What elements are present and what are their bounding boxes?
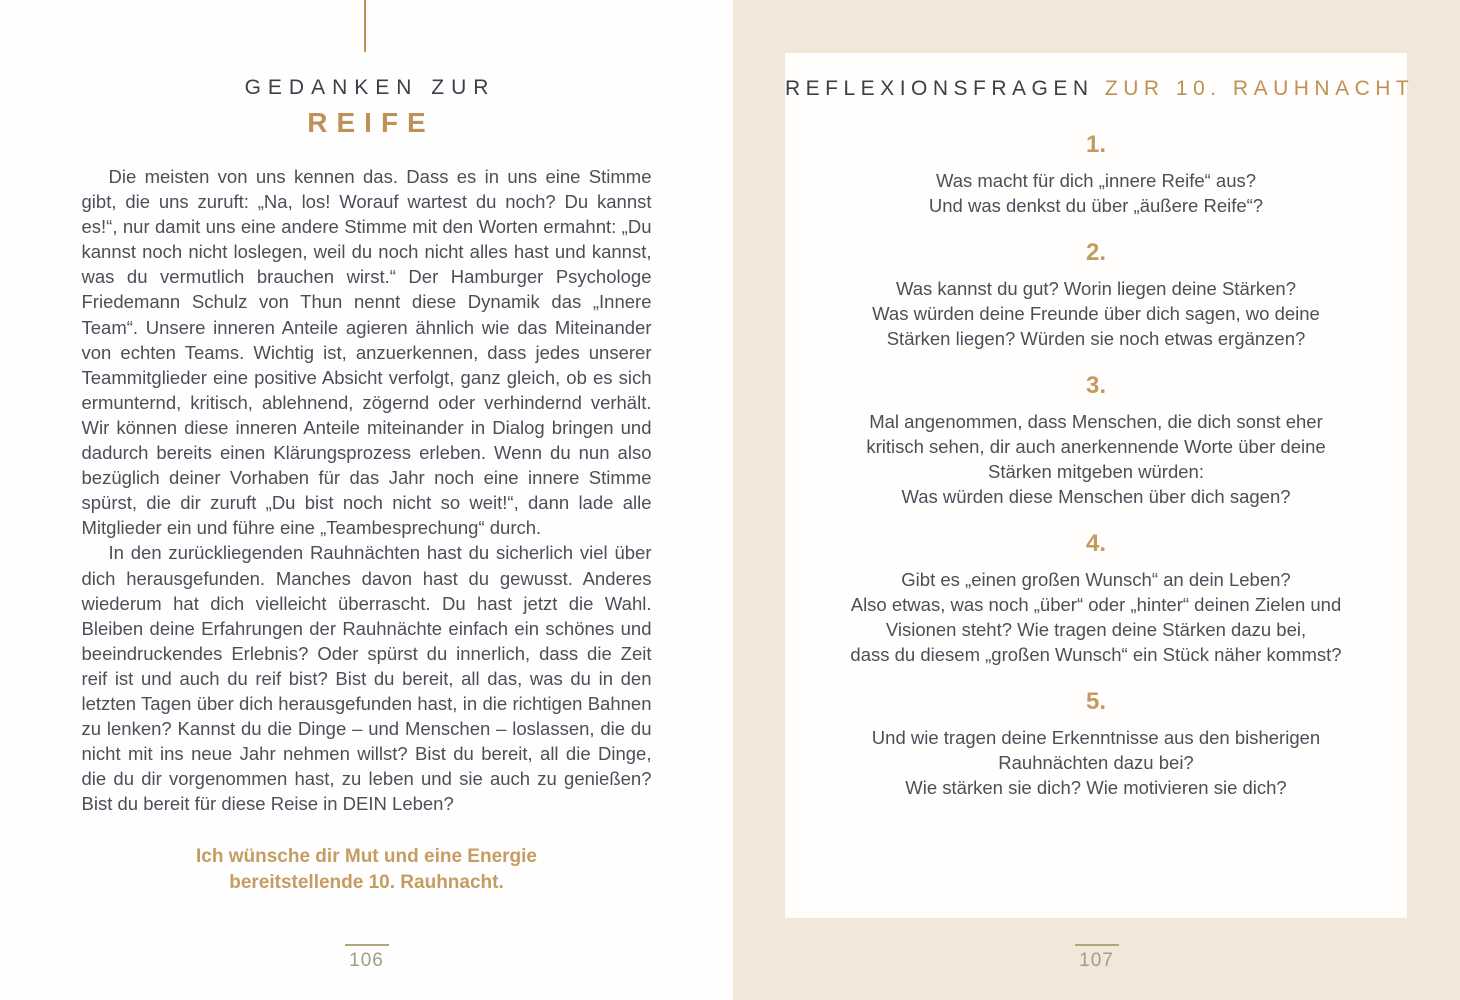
questions-heading	[785, 77, 1415, 101]
chapter-kicker: GEDANKEN ZUR	[244, 76, 496, 99]
footer-rule	[345, 944, 389, 946]
question-block	[785, 690, 1407, 800]
question-line: Was würden diese Menschen über dich sagen?	[901, 486, 1291, 507]
questions-list	[785, 133, 1407, 800]
question-line: Stärken mitgeben würden:	[988, 461, 1204, 482]
question-number: 2.	[1085, 239, 1106, 266]
page-number-left: 106	[349, 950, 384, 971]
question-line: Was kannst du gut? Worin liegen deine Stärken?	[895, 278, 1297, 299]
closing-blessing	[82, 844, 652, 896]
closing-line: bereitstellende 10. Rauhnacht.	[229, 872, 504, 894]
question-line: Rauhnächten dazu bei?	[998, 752, 1194, 773]
question-line: Gibt es „einen großen Wunsch“ an dein Leben?	[901, 569, 1291, 590]
questions-card	[785, 53, 1415, 918]
question-block	[785, 374, 1407, 509]
question-line: Wie stärken sie dich? Wie motivieren sie dich?	[905, 777, 1287, 798]
question-number: 1.	[1085, 131, 1106, 158]
ornament-line	[364, 0, 366, 52]
question-line: Was würden deine Freunde über dich sagen, wo deine	[872, 303, 1320, 324]
question-line: Und was denkst du über „äußere Reife“?	[928, 195, 1264, 216]
question-line: Visionen steht? Wie tragen deine Stärken dazu bei,	[885, 619, 1307, 640]
question-line: Mal angenommen, dass Menschen, die dich sonst eher	[869, 411, 1323, 432]
right-page	[733, 0, 1460, 1000]
closing-line: Ich wünsche dir Mut und eine Energie	[196, 846, 537, 868]
chapter-title: REIFE	[307, 107, 435, 138]
question-block	[785, 532, 1407, 667]
questions-heading-gold: ZUR 10. RAUHNACHT	[1104, 77, 1415, 100]
question-block	[785, 133, 1407, 218]
question-line: dass du diesem „großen Wunsch“ ein Stück näher kommst?	[850, 644, 1342, 665]
question-line: Was macht für dich „innere Reife“ aus?	[935, 170, 1257, 191]
question-block	[785, 241, 1407, 351]
left-page-footer	[0, 944, 733, 972]
question-line: Und wie tragen deine Erkenntnisse aus den bisherigen	[871, 727, 1321, 748]
body-text-column	[82, 164, 652, 896]
question-line: kritisch sehen, dir auch anerkennende Worte über deine	[866, 436, 1326, 457]
question-number: 3.	[1085, 372, 1106, 399]
questions-heading-dark: REFLEXIONSFRAGEN	[785, 77, 1094, 100]
body-paragraph: In den zurückliegenden Rauhnächten hast du sicherlich viel über dich herausgefunden. Manches davon hast du gewusst. Anderes wiederum hat dich vielleicht überrascht. Du hast jetzt die Wahl. Bleiben deine Erfahrungen der Rauhnächte einfach ein schönes und beeindruckendes Erlebnis? Oder spürst du innerlich, dass die Zeit reif ist und auch du reif bist? Bist du bereit, all das, was du in den letzten Tagen über dich herausgefunden hast, in die richtigen Bahnen zu lenken? Kannst du die Dinge – und Menschen – loslassen, die du nicht mit ins neue Jahr nehmen willst? Bist du bereit, all die Dinge, die du dir vorgenommen hast, zu leben und sie auch zu genießen? Bist du bereit für diese Reise in DEIN Leben?	[81, 542, 652, 815]
question-line: Stärken liegen? Würden sie noch etwas ergänzen?	[886, 328, 1306, 349]
footer-rule	[1075, 944, 1119, 946]
question-number: 5.	[1085, 688, 1106, 715]
question-line: Also etwas, was noch „über“ oder „hinter“ deinen Zielen und	[850, 594, 1342, 615]
question-number: 4.	[1085, 530, 1106, 557]
page-number-right: 107	[1079, 950, 1114, 971]
body-paragraph: Die meisten von uns kennen das. Dass es in uns eine Stimme gibt, die uns zuruft: „Na, los! Worauf wartest du noch? Du kannst es!“, nur damit uns eine andere Stimme mit den Worten ermahnt: „Du kannst noch nicht loslegen, weil du noch nicht alles hast und kannst, was du vermutlich brauchen wirst.“ Der Hamburger Psychologe Friedemann Schulz von Thun nennt diese Dynamik das „Innere Team“. Unsere inneren Anteile agieren ähnlich wie das Miteinander von echten Teams. Wichtig ist, anzuerkennen, dass jedes unserer Teammitglieder eine positive Absicht verfolgt, ganz gleich, ob es sich ermunternd, kritisch, ablehnend, zögernd oder verhindernd verhält. Wir können diese inneren Anteile miteinander in Dialog bringen und dadurch bereits einen Klärungsprozess erleben. Wenn du nun also bezüglich deiner Vorhaben für das Jahr noch eine innere Stimme spürst, die dir zuruft „Du bist noch nicht so weit!“, dann lade alle Mitglieder ein und führe eine „Teambesprechung“ durch.	[81, 166, 652, 539]
right-page-footer	[733, 944, 1460, 972]
